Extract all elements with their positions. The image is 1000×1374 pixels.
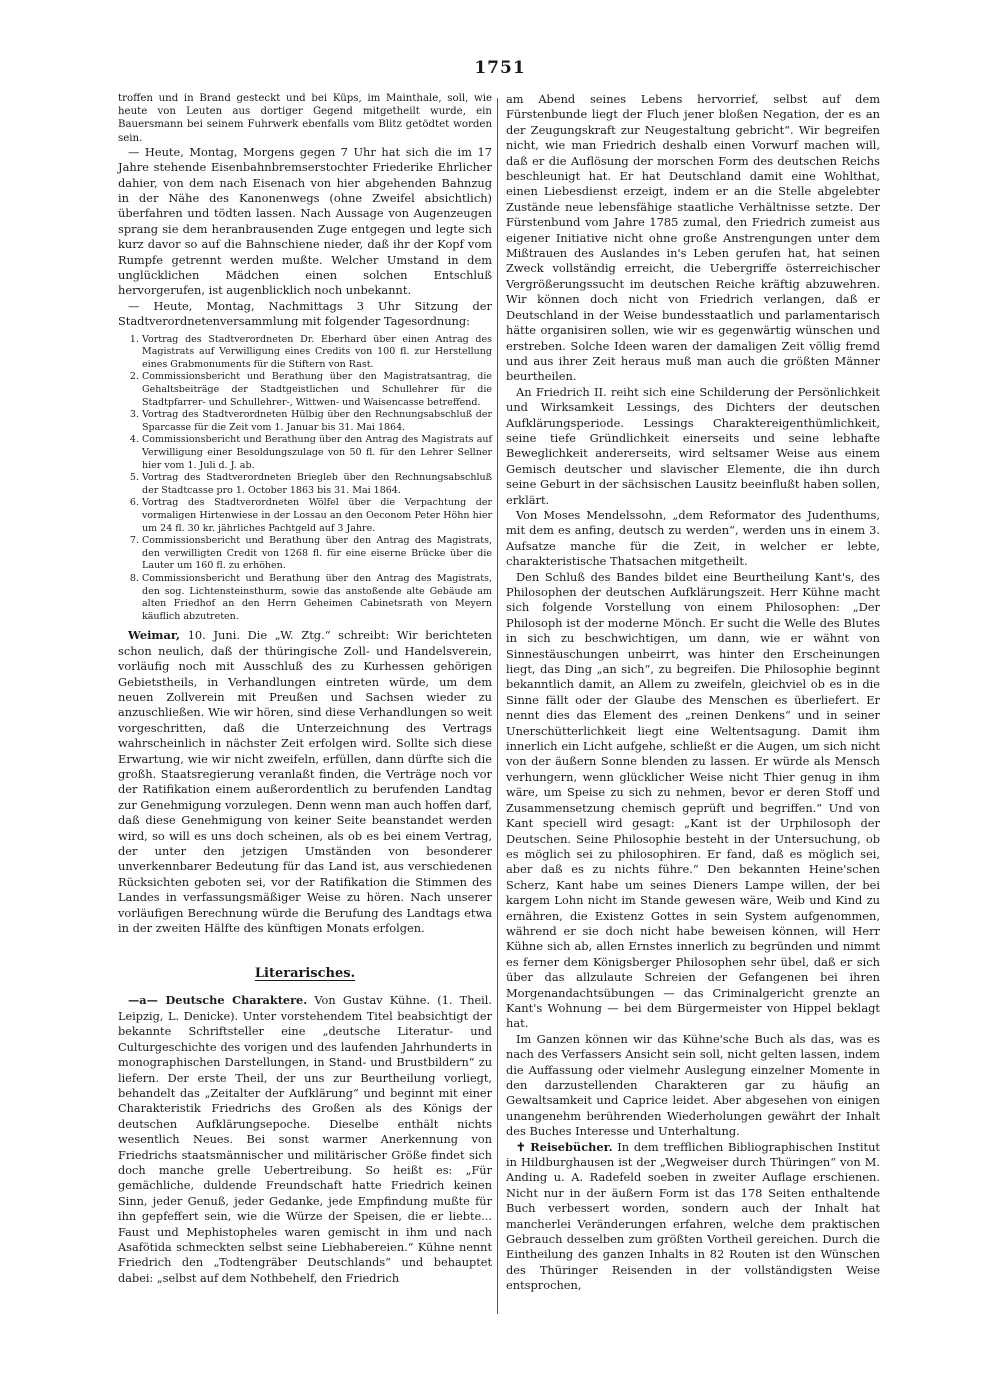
agenda-item: 4. Commissionsbericht und Berathung über den Antrag des Magistrats auf Verwilligung einer Besoldungszulage von 50 fl. für den Lehrer Sellner hier vom 1. Juli d. J. ab. xyxy=(142,434,492,472)
article-paragraph: am Abend seines Lebens hervorrief, selbst auf dem Fürstenbunde liegt der Fluch jener bloßen Negation, der es an der Zeugungskraft zur Neugestaltung gebricht“. Wir begreifen nicht, wie man Friedrich deshalb einen Vorwurf machen will, daß er die Auflösung der morschen Form des deutschen Reichs beschleunigt hat. Er hat Deutschland damit eine Wohlthat, einen Liebesdienst erzeigt, indem er an die Stelle abgelebter Zustände neue lebensfähige staatliche Verhältnisse setzte. Der Fürstenbund vom Jahre 1785 zumal, den Friedrich zumeist aus eigener Initiative nicht ohne große Anstrengungen unter dem Mißtrauen des Auslandes in's Leben gerufen hat, hat seinen Zweck vollständig erreicht, die Uebergriffe österreichischer Vergrößerungssucht im deutschen Reiche kräftig abzuwehren. Wir können doch nicht von Friedrich verlangen, daß er Deutschland in der Weise bundesstaatlich und parlamentarisch hätte organisiren sollen, wie wir es gegenwärtig wünschen und erstreben. Solche Ideen waren der damaligen Zeit völlig fremd und aus ihrer Zeit heraus muß man auch die größten Männer beurtheilen. xyxy=(506,92,880,384)
article-paragraph: troffen und in Brand gesteckt und bei Küps, im Mainthale, soll, wie heute von Leuten aus dortiger Gegend mitgetheilt wurde, ein Bauersmann bei seinem Fuhrwerk ebenfalls vom Blitz getödtet worden sein. xyxy=(118,93,492,144)
agenda-item: 8. Commissionsbericht und Berathung über den Antrag des Magistrats, den sog. Lichtensteinsthurm, sowie das anstoßende alte Gebäude am alten Friedhof an den Herrn Geheimen Cabinetsrath von Meyern käuflich abzutreten. xyxy=(142,573,492,623)
dagger-mark: ✝ xyxy=(516,1139,526,1154)
agenda-item: 2. Commissionsbericht und Berathung über den Magistratsantrag, die Gehaltsbeiträge der Stadtgeistlichen und Schullehrer für die Stadtpfarrer- und Schullehrer-, Wittwen- und Waisencasse betreffend. xyxy=(142,371,492,409)
agenda-item: 6. Vortrag des Stadtverordneten Wölfel über die Verpachtung der vormaligen Hirtenwiese in der Lossau an den Oeconom Peter Höhn hier um 24 fl. 30 kr. jährliches Pachtgeld auf 3 Jahre. xyxy=(142,497,492,535)
article-paragraph: Von Moses Mendelssohn, „dem Reformator des Judenthums, mit dem es anfing, deutsch zu werden“, werden uns in einem 3. Aufsatze manche für die Zeit, in welcher er lebte, charakteristische Thatsachen mitgetheilt. xyxy=(506,507,880,569)
column-divider xyxy=(497,98,498,1314)
travel-books-paragraph xyxy=(506,1140,880,1294)
review-title: —a— Deutsche Charaktere. xyxy=(128,993,308,1008)
article-paragraph: Im Ganzen können wir das Kühne'sche Buch als das, was es nach des Verfassers Ansicht sein soll, nicht gelten lassen, indem die Auffassung oder vielmehr Auslegung einzelner Momente in den darzustellenden Charakteren gar zu häufig an Gewaltsamkeit und Caprice leidet. Aber abgesehen von einigen unangenehm berührenden Wiederholungen gewährt der Inhalt des Buches Interesse und Unterhaltung. xyxy=(506,1031,880,1139)
weimar-dateline: Weimar, xyxy=(128,628,181,643)
weimar-article xyxy=(118,628,492,936)
review-paragraph xyxy=(118,993,492,1286)
left-column xyxy=(118,92,492,1286)
agenda-intro: — Heute, Montag, Nachmittags 3 Uhr Sitzung der Stadtverordnetenversammlung mit folgender Tagesordnung: xyxy=(118,298,492,329)
agenda-list xyxy=(118,334,492,624)
article-paragraph: — Heute, Montag, Morgens gegen 7 Uhr hat sich die im 17 Jahre stehende Eisenbahnbremserstochter Friederike Ehrlicher dahier, von dem nach Eisenach von hier abgehenden Bahnzug in der Nähe des Kanonenwegs (ohne Zweifel absichtlich) überfahren und tödten lassen. Nach Aussage von Augenzeugen sprang sie dem heranbrausenden Zuge entgegen und legte sich kurz davor so auf die Bahnschiene nieder, daß ihr der Kopf vom Rumpfe getrennt werden mußte. Welcher Umstand in dem unglücklichen Mädchen einen solchen Entschluß hervorgerufen, ist augenblicklich noch unbekannt. xyxy=(118,144,492,298)
weimar-text: 10. Juni. Die „W. Ztg.“ schreibt: Wir berichteten schon neulich, daß der thüringische Zoll- und Handelsverein, vorläufig noch mit Ausschluß des zu Kurhessen gehörigen Gebietstheils, in Verhandlungen eintreten würde, um dem neuen Zollverein mit Preußen und Sachsen wieder zu anzuschließen. Wie wir hören, sind diese Verhandlungen so weit vorgeschritten, daß die Unterzeichnung des Vertrags wahrscheinlich in nächster Zeit erfolgen wird. Sollte sich diese Erwartung, wie wir nicht zweifeln, erfüllen, dann dürfte sich die großh. Staatsregierung veranlaßt finden, die Verträge noch vor der Ratifikation einem außerordentlich zu berufenden Landtag zur Genehmigung vorzulegen. Denn wenn man auch hoffen darf, daß diese Genehmigung von keiner Seite beanstandet werden wird, so will es uns doch scheinen, als ob es bei einem Vertrag, der unter den jetzigen Umständen von besonderer unverkennbarer Bedeutung für das Land ist, aus verschiedenen Rücksichten geboten sei, vor der Ratifikation die Stimmen des Landes in verfassungsmäßiger Weise zu hören. Nach unserer vorläufigen Berechnung würde die Berufung des Landtags etwa in der zweiten Hälfte des künftigen Monats erfolgen. xyxy=(118,628,492,936)
travel-books-title: Reisebücher. xyxy=(530,1139,613,1154)
section-heading: Literarisches. xyxy=(254,966,356,982)
article-paragraph: Den Schluß des Bandes bildet eine Beurtheilung Kant's, des Philosophen der deutschen Aufklärungszeit. Herr Kühne macht sich folgende Vorstellung von einem Philosophen: „Der Philosoph ist der moderne Mönch. Er sucht die Welle des Blutes in sich zu beschwichtigen, um dann, wie er wähnt von Sinnestäuschungen unbeirrt, was hinter den Erscheinungen liegt, das Ding „an sich“, zu begreifen. Die Philosophie beginnt bekanntlich damit, an Allem zu zweifeln, gleichviel ob es in die Sinne fällt oder der Glaube des Menschen es überliefert. Er nennt dies das Element des „reinen Denkens“ und in seiner Unerschütterlichkeit liegt eine Weltentsagung. Damit ihm innerlich ein Licht aufgehe, schließt er die Augen, um sich nicht von der äußern Sonne blenden zu lassen. Er würde als Mensch verhungern, wenn glücklicher Weise nicht Thier genug in ihm wäre, um Speise zu sich zu nehmen, bevor er deren Stoff und Zusammensetzung chemisch geprüft und begriffen.“ Und von Kant speciell wird gesagt: „Kant ist der Urphilosoph der Deutschen. Seine Philosophie besteht in der Untersuchung, ob es möglich sei zu philosophiren. Er fand, daß es möglich sei, aber daß es zu nichts führe.“ Den bekannten Heine'schen Scherz, Kant habe um seines Dieners Lampe willen, der bei kargem Lohn nicht im Stande gewesen wäre, Weib und Kind zu ernähren, die Existenz Gottes in sein System aufgenommen, während er sie doch nicht habe beweisen können, will Herr Kühne sich ab, allen Ernstes innerlich zu begründen und nimmt es ferner dem Königsberger Philosophen sehr übel, daß er sich über das allzulaute Schreien der Gefangenen bei ihren Morgenandachtsübungen — das Criminalgericht grenzte an Kant's Wohnung — bei dem Bürgermeister von Hippel beklagt hat. xyxy=(506,569,880,1031)
agenda-item: 3. Vortrag des Stadtverordneten Hülbig über den Rechnungsabschluß der Sparcasse für die Zeit vom 1. Januar bis 31. Mai 1864. xyxy=(142,409,492,434)
right-column xyxy=(506,92,880,1294)
agenda-item: 5. Vortrag des Stadtverordneten Briegleb über den Rechnungsabschluß der Stadtcasse pro 1. October 1863 bis 31. Mai 1864. xyxy=(142,472,492,497)
review-text: Von Gustav Kühne. (1. Theil. Leipzig, L. Denicke). Unter vorstehendem Titel beabsichtigt der bekannte Schriftsteller eine „deutsche Literatur- und Culturgeschichte des vorigen und des laufenden Jahrhunderts in monographischen Darstellungen, in Stand- und Brustbildern“ zu liefern. Der erste Theil, der uns zur Beurtheilung vorliegt, behandelt das „Zeitalter der Aufklärung“ und beginnt mit einer Charakteristik Friedrichs des Großen als des Königs der deutschen Aufklärungsepoche. Dieselbe enthält nichts wesentlich Neues. Bei sonst warmer Anerkennung von Friedrichs staatsmännischer und militärischer Größe findet sich doch manche grelle Uebertreibung. So heißt es: „Für gemächliche, duldende Freundschaft hatte Friedrich keinen Sinn, jeder Genuß, jeder Gedanke, jede Empfindung mußte für ihn gepfeffert sein, wie die Würze der Speisen, die er liebte... Faust und Mephistopheles waren gemischt in ihm und nach Asafötida schmeckten selbst seine Liebhabereien.“ Kühne nennt Friedrich den „Todtengräber Deutschlands“ und behauptet dabei: „selbst auf dem Nothbehelf, den Friedrich xyxy=(118,994,492,1285)
agenda-item: 1. Vortrag des Stadtverordneten Dr. Eberhard über einen Antrag des Magistrats auf Verwilligung eines Credits von 100 fl. zur Herstellung eines Grabmonuments für die Stiftern von Rast. xyxy=(142,334,492,372)
article-paragraph: An Friedrich II. reiht sich eine Schilderung der Persönlichkeit und Wirksamkeit Lessings, des Dichters der deutschen Aufklärungsperiode. Lessings Charaktereigenthümlichkeit, seine tiefe Gründlichkeit einerseits und seine lebhafte Beweglichkeit andererseits, wird seltsamer Weise aus einem Gemisch deutscher und slavischer Elemente, die ihn durch seine Geburt in der sächsischen Lausitz beeinflußt haben sollen, erklärt. xyxy=(506,384,880,507)
agenda-item: 7. Commissionsbericht und Berathung über den Antrag des Magistrats, den verwilligten Credit von 1268 fl. für eine eiserne Brücke über die Lauter um 160 fl. zu erhöhen. xyxy=(142,535,492,573)
travel-books-text: In dem trefflichen Bibliographischen Institut in Hildburghausen ist der „Wegweiser durch Thüringen“ von M. Anding u. A. Radefeld soeben in zweiter Auflage erschienen. Nicht nur in der äußern Form ist das 178 Seiten enthaltende Buch verbessert worden, sondern auch der Inhalt hat mancherlei Veränderungen erfahren, welche dem praktischen Gebrauch desselben zum größten Vortheil gereichen. Durch die Eintheilung des ganzen Inhalts in 82 Routen ist den Wünschen des Thüringer Reisenden in der vollständigsten Weise entsprochen, xyxy=(506,1139,880,1293)
page-number: 1751 xyxy=(474,58,526,78)
